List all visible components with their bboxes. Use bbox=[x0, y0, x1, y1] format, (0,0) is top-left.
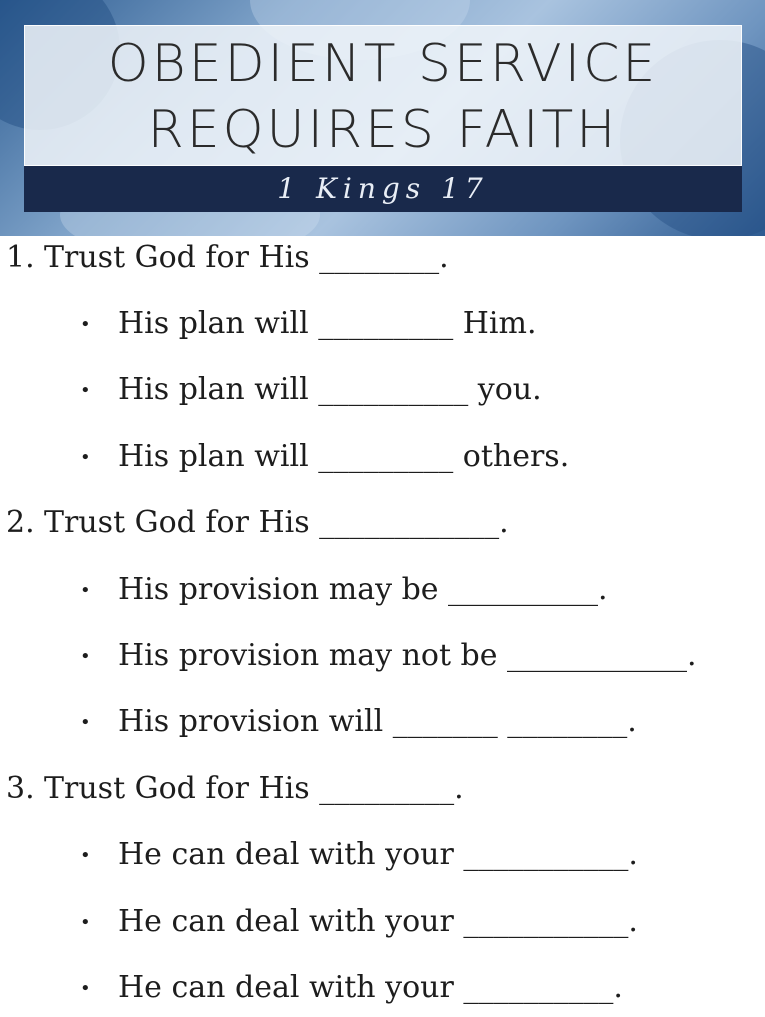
scripture-reference: 1 Kings 17 bbox=[277, 172, 489, 205]
list-item bbox=[80, 572, 608, 609]
subpoint-text: His provision may be __________. bbox=[118, 572, 608, 607]
list-item bbox=[80, 904, 638, 941]
title-line-2: REQUIRES FAITH bbox=[147, 100, 619, 160]
header-banner bbox=[0, 0, 765, 236]
point-text: Trust God for His ________. bbox=[44, 240, 449, 275]
subpoint-text: He can deal with your ___________. bbox=[118, 837, 638, 872]
bullet-icon: • bbox=[80, 712, 91, 733]
bullet-icon: • bbox=[80, 314, 91, 335]
bullet-icon: • bbox=[80, 646, 91, 667]
list-item bbox=[80, 638, 697, 675]
subpoint-text: His plan will __________ you. bbox=[118, 372, 542, 407]
subpoint-text: He can deal with your ___________. bbox=[118, 904, 638, 939]
list-item bbox=[80, 837, 638, 874]
subpoint-text: His plan will _________ others. bbox=[118, 439, 570, 474]
list-item bbox=[80, 439, 569, 476]
outline-point-2 bbox=[6, 505, 509, 541]
title-panel bbox=[24, 25, 742, 166]
scripture-reference-bar bbox=[24, 166, 742, 212]
subpoint-text: His plan will _________ Him. bbox=[118, 306, 537, 341]
list-item bbox=[80, 372, 542, 409]
point-text: Trust God for His _________. bbox=[44, 771, 464, 806]
bullet-icon: • bbox=[80, 845, 91, 866]
outline-point-1 bbox=[6, 240, 449, 276]
bullet-icon: • bbox=[80, 978, 91, 999]
bullet-icon: • bbox=[80, 580, 91, 601]
outline-point-3 bbox=[6, 771, 464, 807]
subpoint-text: He can deal with your __________. bbox=[118, 970, 623, 1005]
list-item bbox=[80, 970, 623, 1007]
point-number: 1. bbox=[6, 240, 35, 275]
subpoint-text: His provision may not be ____________. bbox=[118, 638, 697, 673]
point-number: 2. bbox=[6, 505, 35, 540]
point-number: 3. bbox=[6, 771, 35, 806]
point-text: Trust God for His ____________. bbox=[44, 505, 509, 540]
bullet-icon: • bbox=[80, 912, 91, 933]
list-item bbox=[80, 306, 537, 343]
bullet-icon: • bbox=[80, 380, 91, 401]
title-line-1: OBEDIENT SERVICE bbox=[107, 34, 659, 94]
bullet-icon: • bbox=[80, 447, 91, 468]
subpoint-text: His provision will _______ ________. bbox=[118, 704, 637, 739]
list-item bbox=[80, 704, 637, 741]
